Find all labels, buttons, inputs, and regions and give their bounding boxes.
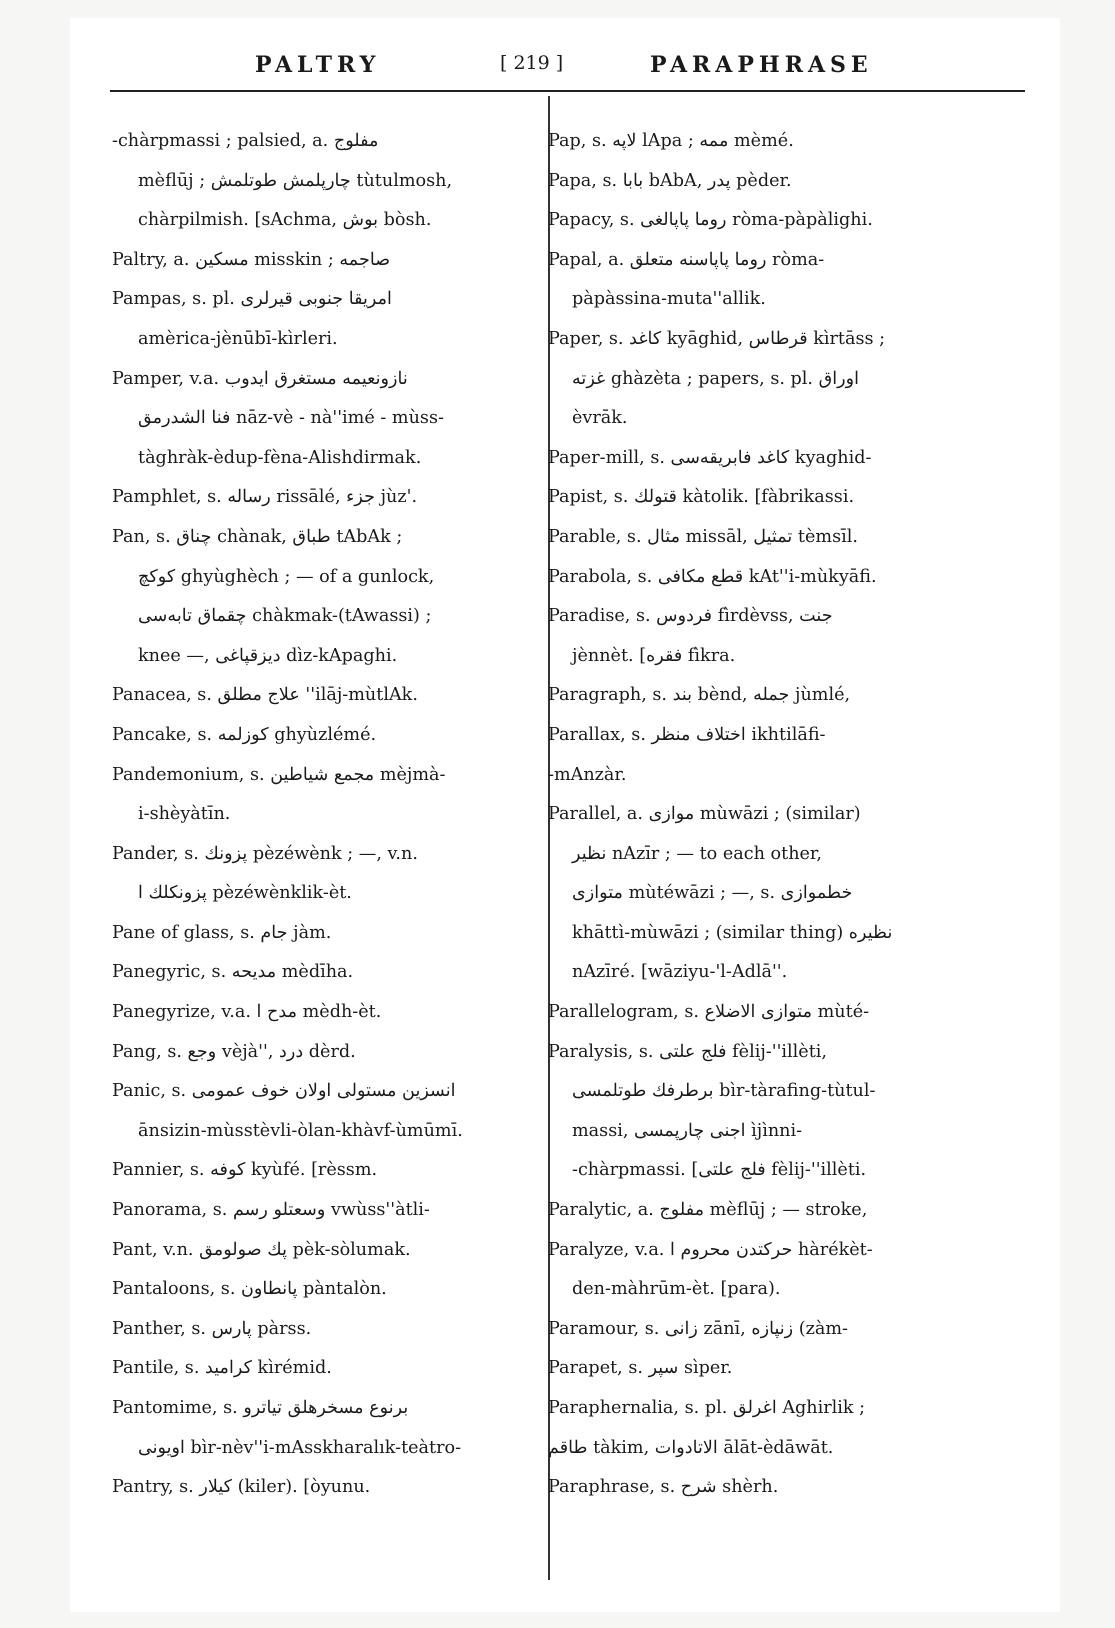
dictionary-entry-line: Papal, a. روما پاپاسنه متعلق ròma- — [548, 249, 825, 270]
dictionary-entry-line: massi, اجنى چارپمسى ìjìnni- — [572, 1120, 803, 1141]
dictionary-entry-line: Parabola, s. قطع مكافى kAt''i-mùkyāfi. — [548, 566, 877, 587]
dictionary-entry-line: -chàrpmassi. [فلج علتى fèlij-''illèti. — [572, 1160, 867, 1181]
page-number: [ 219 ] — [500, 52, 564, 74]
dictionary-entry-line: Paltry, a. مسكين misskin ; صاجمه — [112, 249, 391, 270]
dictionary-entry-line: Pandemonium, s. مجمع شياطين mèjmà- — [112, 764, 446, 785]
header-first-word: PALTRY — [255, 52, 381, 78]
dictionary-page — [70, 18, 1060, 1612]
dictionary-entry-line: غزته ghàzèta ; papers, s. pl. اوراق — [572, 368, 860, 389]
dictionary-entry-line: Pannier, s. كوفه kyùfé. [rèssm. — [112, 1160, 378, 1181]
dictionary-entry-line: Parallel, a. موازى mùwāzi ; (similar) — [548, 804, 861, 825]
dictionary-entry-line: Pantile, s. كراميد kìrémid. — [112, 1358, 332, 1379]
dictionary-entry-line: Pamper, v.a. نازونعيمه مستغرق ايدوب — [112, 368, 408, 389]
dictionary-entry-line: knee —, ديزقپاغى dìz-kApaghi. — [138, 645, 398, 666]
dictionary-entry-line: Panorama, s. وسعتلو رسم vwùss''àtli- — [112, 1200, 430, 1221]
dictionary-entry-line: amèrica-jènūbī-kìrleri. — [138, 328, 338, 349]
dictionary-entry-line: برطرفك طوتلمسى bìr-tàrafing-tùtul- — [572, 1081, 876, 1102]
dictionary-entry-line: Papist, s. قتولك kàtolik. [fàbrikassi. — [548, 487, 855, 508]
dictionary-entry-line: Pantomime, s. برنوع مسخرهلق تياترو — [112, 1398, 409, 1418]
dictionary-entry-line: Paper-mill, s. كاغد فابريقه‌سى kyaghid- — [548, 447, 872, 468]
dictionary-entry-line: Parapet, s. سپر sìper. — [548, 1358, 733, 1379]
dictionary-entry-line: Pamphlet, s. رساله rissālé, جزء jùz'. — [112, 487, 418, 508]
dictionary-entry-line: كوكچ ghyùghèch ; — of a gunlock, — [138, 566, 435, 587]
dictionary-entry-line: Panic, s. انسزين مستولى اولان خوف عمومى — [112, 1081, 456, 1102]
left-column — [112, 122, 532, 1508]
dictionary-entry-line: Pantaloons, s. پانطاون pàntalòn. — [112, 1279, 387, 1300]
dictionary-entry-line: mèflūj ; چارپلمش طوتلمش tùtulmosh, — [138, 170, 453, 191]
dictionary-entry-line: nAzīré. [wāziyu-'l-Adlā''. — [572, 962, 788, 983]
dictionary-entry-line: Paraphrase, s. شرح shèrh. — [548, 1477, 779, 1498]
dictionary-entry-line: den-màhrūm-èt. [para). — [572, 1279, 781, 1300]
dictionary-entry-line: اويونى bìr-nèv''i-mAsskharalık-teàtro- — [138, 1437, 462, 1458]
dictionary-entry-line: Pang, s. وجع vèjà'', درد dèrd. — [112, 1041, 356, 1062]
dictionary-entry-line: Paralytic, a. مفلوج mèflūj ; — stroke, — [548, 1200, 868, 1221]
dictionary-entry-line: Papacy, s. روما پاپالغى ròma-pàpàlighi. — [548, 210, 873, 231]
dictionary-entry-line: پزونكلك ا pèzéwènklik-èt. — [138, 883, 352, 904]
dictionary-entry-line: jènnèt. [فقره fìkra. — [572, 645, 736, 666]
page-header — [70, 44, 1060, 84]
dictionary-entry-line: Parable, s. مثال missāl, تمثيل tèmsīl. — [548, 526, 858, 547]
dictionary-entry-line: Pander, s. پزونك pèzéwènk ; —, v.n. — [112, 843, 418, 864]
dictionary-entry-line: Panther, s. پارس pàrss. — [112, 1318, 312, 1339]
dictionary-entry-line: نظير nAzīr ; — to each other, — [572, 843, 823, 864]
dictionary-entry-line: pàpàssina-muta''allik. — [572, 289, 766, 310]
dictionary-entry-line: Pantry, s. كيلار (kiler). [òyunu. — [112, 1477, 371, 1498]
dictionary-entry-line: èvrāk. — [572, 408, 628, 429]
dictionary-entry-line: چقماق تابه‌سى chàkmak-(tAwassi) ; — [138, 606, 432, 627]
dictionary-entry-line: Panegyrize, v.a. مدح ا mèdh-èt. — [112, 1002, 382, 1023]
dictionary-entry-line: Pan, s. چناق chànak, طباق tAbAk ; — [112, 526, 403, 547]
dictionary-entry-line: tàghràk-èdup-fèna-Alishdirmak. — [138, 447, 422, 468]
dictionary-entry-line: Pap, s. لاپه lApa ; ممه mèmé. — [548, 131, 794, 151]
dictionary-entry-line: Paper, s. كاغد kyāghid, قرطاس kìrtāss ; — [548, 328, 886, 349]
dictionary-entry-line: -mAnzàr. — [548, 764, 627, 785]
dictionary-entry-line: khāttì-mùwāzi ; (similar thing) نظيره — [572, 922, 893, 943]
dictionary-entry-line: Paraphernalia, s. pl. اغرلق Aghirlik ; — [548, 1398, 866, 1418]
dictionary-entry-line: Pancake, s. كوزلمه ghyùzlémé. — [112, 724, 377, 745]
dictionary-entry-line: Parallax, s. اختلاف منظر ikhtilāfi- — [548, 724, 826, 745]
dictionary-entry-line: Paradise, s. فردوس fìrdèvss, جنت — [548, 606, 833, 627]
header-last-word: PARAPHRASE — [650, 52, 873, 78]
dictionary-entry-line: Paralysis, s. فلج علتى fèlij-''illèti, — [548, 1041, 828, 1062]
dictionary-entry-line: -chàrpmassi ; palsied, a. مفلوج — [112, 131, 379, 151]
dictionary-entry-line: Pampas, s. pl. امريقا جنوبى قيرلرى — [112, 289, 392, 310]
dictionary-entry-line: Pane of glass, s. جام jàm. — [112, 922, 332, 943]
dictionary-entry-line: i-shèyàtīn. — [138, 804, 231, 825]
right-column — [548, 122, 988, 1508]
dictionary-entry-line: Paramour, s. زانى zānī, زنپازه (zàm- — [548, 1318, 848, 1339]
dictionary-entry-line: فنا الشدرمق nāz-vè - nà''imé - mùss- — [138, 408, 444, 429]
dictionary-entry-line: Panegyric, s. مديحه mèdīha. — [112, 962, 354, 983]
dictionary-entry-line: Paragraph, s. بند bènd, جمله jùmlé, — [548, 685, 851, 706]
dictionary-entry-line: Pant, v.n. پك صولومق pèk-sòlumak. — [112, 1239, 411, 1260]
header-rule — [110, 90, 1025, 92]
dictionary-entry-line: طاقم tàkim, الاتادوات ālāt-èdāwāt. — [548, 1437, 834, 1458]
dictionary-entry-line: Panacea, s. علاج مطلق ''ilāj-mùtlAk. — [112, 685, 418, 706]
dictionary-entry-line: ānsizin-mùsstèvli-òlan-khàvf-ùmūmī. — [138, 1120, 463, 1141]
dictionary-entry-line: متوازى mùtéwāzi ; —, s. خطموازى — [572, 883, 853, 904]
dictionary-entry-line: Papa, s. بابا bAbA, پدر pèder. — [548, 170, 792, 191]
dictionary-entry-line: chàrpilmish. [sAchma, بوش bòsh. — [138, 210, 432, 231]
dictionary-entry-line: Parallelogram, s. متوازى الاضلاع mùté- — [548, 1002, 870, 1023]
dictionary-entry-line: Paralyze, v.a. حركتدن محروم ا hàrékèt- — [548, 1239, 873, 1260]
